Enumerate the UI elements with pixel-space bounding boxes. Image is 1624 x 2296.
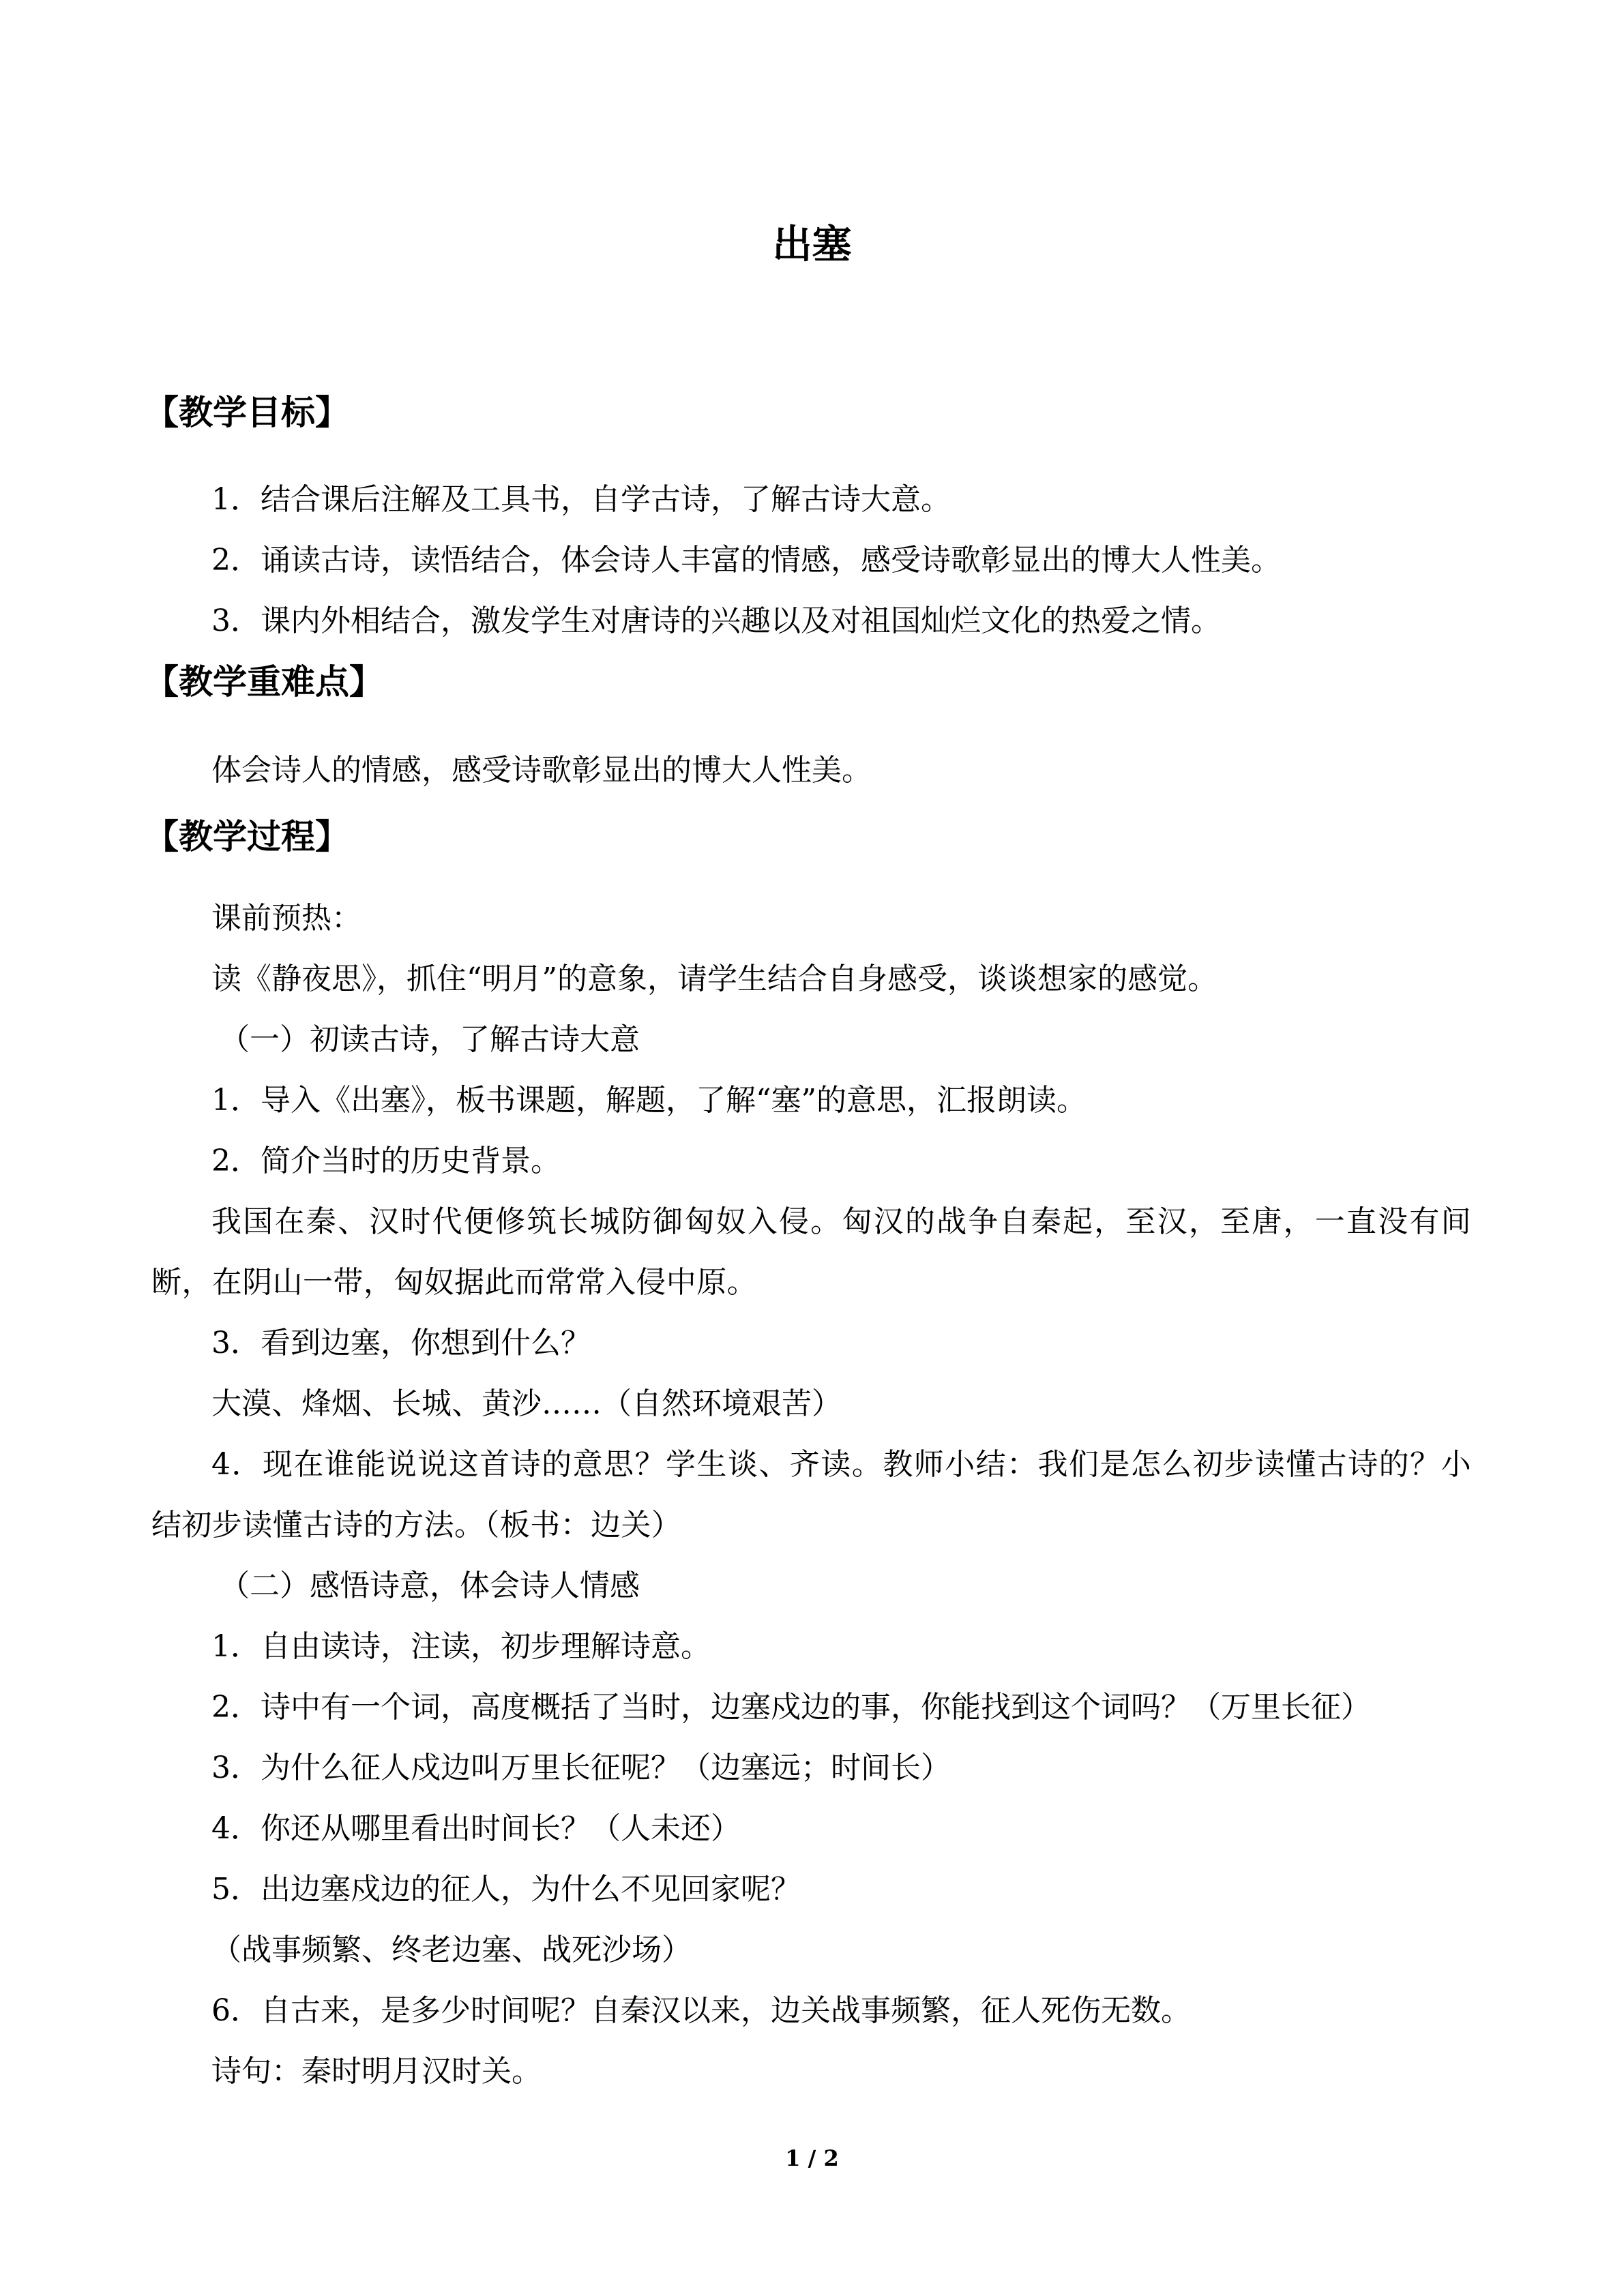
document-body: [145, 382, 1471, 2102]
goal-item-3: 3．课内外相结合，激发学生对唐诗的兴趣以及对祖国灿烂文化的热爱之情。: [211, 603, 1221, 638]
process-paragraph: 课前预热：: [211, 901, 361, 936]
process-paragraph: 3．为什么征人戍边叫万里长征呢？（边塞远；时间长）: [211, 1750, 951, 1785]
key-points-text: 体会诗人的情感，感受诗歌彰显出的博大人性美。: [211, 753, 872, 788]
section-heading-process: 【教学过程】: [145, 817, 349, 856]
process-paragraph: 4．你还从哪里看出时间长？（人未还）: [211, 1811, 741, 1846]
process-paragraph: 6．自古来，是多少时间呢？自秦汉以来，边关战事频繁，征人死伤无数。: [211, 1993, 1191, 2028]
process-paragraph: 我国在秦、汉时代便修筑长城防御匈奴入侵。匈汉的战争自秦起，至汉，至唐，一直没有间断，在阴山一带，匈奴据此而常常入侵中原。: [151, 1204, 1471, 1300]
process-paragraph: 4．现在谁能说说这首诗的意思？学生谈、齐读。教师小结：我们是怎么初步读懂古诗的？小结初步读懂古诗的方法。（板书：边关）: [151, 1447, 1471, 1542]
process-subsection-heading: （二）感悟诗意，体会诗人情感: [220, 1568, 640, 1603]
goal-item-1: 1．结合课后注解及工具书，自学古诗，了解古诗大意。: [211, 482, 951, 517]
process-paragraph: 读《静夜思》，抓住“明月”的意象，请学生结合自身感受，谈谈想家的感觉。: [211, 961, 1217, 996]
section-heading-goals: 【教学目标】: [145, 393, 349, 432]
process-paragraph: 5．出边塞戍边的征人，为什么不见回家呢？: [211, 1872, 801, 1907]
page-number: 1 / 2: [785, 2145, 839, 2171]
process-paragraph: 诗句：秦时明月汉时关。: [211, 2054, 542, 2089]
process-paragraph: 2．诗中有一个词，高度概括了当时，边塞戍边的事，你能找到这个词吗？（万里长征）: [211, 1690, 1371, 1725]
process-paragraph: 2．简介当时的历史背景。: [211, 1144, 561, 1178]
process-subsection-heading: （一）初读古诗，了解古诗大意: [220, 1022, 640, 1057]
goal-item-2: 2．诵读古诗，读悟结合，体会诗人丰富的情感，感受诗歌彰显出的博大人性美。: [211, 543, 1281, 578]
section-heading-key-points: 【教学重难点】: [145, 662, 383, 702]
process-paragraph: 1．导入《出塞》，板书课题，解题，了解“塞”的意思，汇报朗读。: [211, 1083, 1087, 1118]
process-paragraph: 3．看到边塞，你想到什么？: [211, 1326, 591, 1360]
document-title: 出塞: [772, 221, 852, 267]
process-paragraph: 大漠、烽烟、长城、黄沙……（自然环境艰苦）: [211, 1386, 842, 1421]
process-paragraph: （战事频繁、终老边塞、战死沙场）: [211, 1933, 692, 1967]
process-paragraph: 1．自由读诗，注读，初步理解诗意。: [211, 1629, 711, 1664]
